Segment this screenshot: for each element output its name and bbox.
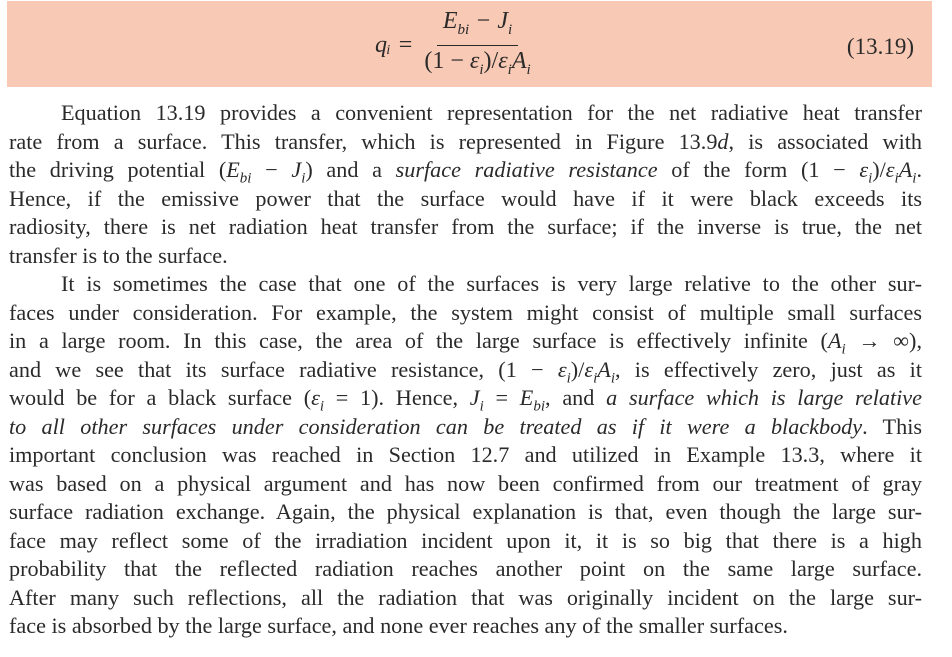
- text-run: to all other surfaces under consideration can be treated as if it were a blackbody: [9, 413, 863, 439]
- equation-13-19: [375, 7, 537, 78]
- text-run: ) and a: [305, 157, 396, 182]
- text-run: Equation 13.19 provides a convenient representation for the net radiative heat transfer: [61, 100, 922, 125]
- equation-lhs: qᵢ: [375, 31, 391, 58]
- text-line: [9, 384, 922, 413]
- text-run: face is absorbed by the large surface, and none ever reaches any of the smaller surfaces.: [9, 613, 788, 638]
- text-run: d: [717, 128, 729, 154]
- subscript: i: [479, 398, 484, 415]
- text-line: [9, 584, 922, 613]
- text-run: J: [469, 385, 480, 410]
- subscript: bi: [533, 398, 546, 415]
- text-run: A: [597, 356, 611, 382]
- equation-fraction: [418, 8, 536, 83]
- equation-number: (13.19): [846, 34, 914, 59]
- text-run: )/: [570, 356, 585, 382]
- text-run: a surface which is large relative: [606, 385, 922, 410]
- equation-equals: =: [398, 31, 413, 58]
- text-run: ε: [584, 356, 594, 382]
- text-run: of the form (1 −: [657, 157, 860, 182]
- text-run: A: [827, 328, 842, 353]
- subscript: i: [566, 369, 571, 386]
- equation-denominator: $(1 - \varepsilon_i)/\varepsilon_iA_i$: [424, 47, 531, 78]
- text-line: [9, 99, 922, 128]
- text-line: [9, 356, 922, 385]
- subscript: i: [301, 170, 306, 187]
- text-line: [9, 242, 922, 271]
- text-run: in a large room. In this case, the area of the large surface is effectively infinite (: [9, 328, 828, 353]
- text-run: =: [483, 385, 520, 410]
- text-run: , and: [545, 385, 607, 410]
- subscript: i: [912, 170, 917, 187]
- text-line: [9, 441, 922, 470]
- subscript: i: [841, 341, 846, 358]
- text-run: was based on a physical argument and has now been confirmed from our treatment of gray: [9, 470, 922, 496]
- text-run: Hence, if the emissive power that the surface would have if it were black exceeds its: [9, 185, 922, 211]
- text-run: transfer is to the surface.: [9, 242, 228, 268]
- text-run: J: [291, 157, 302, 182]
- subscript: i: [610, 369, 615, 386]
- text-run: A: [898, 157, 913, 182]
- text-run: surface radiative resistance: [395, 157, 658, 182]
- text-run: E: [519, 385, 534, 410]
- text-line: [9, 128, 922, 157]
- text-run: )/: [872, 157, 886, 182]
- text-line: [9, 527, 922, 556]
- equation-box: [7, 1, 932, 87]
- text-run: the driving potential (: [9, 157, 227, 182]
- text-run: After many such reflections, all the radiation that was originally incident on the large sur-: [9, 584, 922, 610]
- text-run: ε: [859, 157, 869, 182]
- text-run: surface radiation exchange. Again, the physical explanation is that, even though the large sur-: [9, 499, 922, 524]
- equation-numerator: $E_{bi} - J_i$: [437, 8, 518, 46]
- subscript: i: [319, 398, 325, 415]
- text-run: important conclusion was reached in Section 12.7 and utilized in Example 13.3, where it: [9, 442, 922, 467]
- text-run: faces under consideration. For example, the system might consist of multiple small surfaces: [9, 299, 922, 325]
- text-run: .: [916, 157, 922, 182]
- text-run: , is associated with: [728, 128, 922, 154]
- text-line: [9, 612, 922, 641]
- text-run: = 1). Hence,: [324, 385, 470, 410]
- text-line: [9, 270, 922, 299]
- text-line: [9, 470, 922, 499]
- text-run: It is sometimes the case that one of the surfaces is very large relative to the other sur-: [61, 271, 922, 296]
- text-line: [9, 213, 922, 242]
- text-run: ε: [557, 356, 567, 382]
- text-run: −: [251, 157, 292, 182]
- text-line: [9, 185, 922, 214]
- text-run: would be for a black surface (: [9, 385, 312, 410]
- text-run: ε: [311, 385, 320, 410]
- text-run: → ∞),: [845, 328, 922, 353]
- subscript: i: [894, 170, 899, 187]
- text-run: ε: [885, 157, 895, 182]
- text-run: radiosity, there is net radiation heat transfer from the surface; if the inverse is true, the net: [9, 214, 922, 239]
- paragraph: [9, 99, 922, 270]
- text-line: [9, 327, 922, 356]
- paragraph: [9, 270, 922, 641]
- subscript: i: [593, 369, 598, 386]
- text-run: , is effectively zero, just as it: [614, 356, 922, 382]
- text-line: [9, 299, 922, 328]
- text-run: E: [226, 157, 240, 182]
- text-run: rate from a surface. This transfer, which is represented in Figure 13.9: [9, 128, 718, 154]
- text-line: [9, 555, 922, 584]
- text-line: [9, 156, 922, 185]
- text-run: . This: [862, 413, 922, 439]
- text-line: [9, 413, 922, 442]
- body-text: [9, 99, 922, 641]
- text-run: and we see that its surface radiative resistance, (1 −: [9, 356, 558, 382]
- text-run: face may reflect some of the irradiation incident upon it, it is so big that there is a high: [9, 527, 922, 553]
- subscript: i: [868, 170, 873, 187]
- text-run: probability that the reflected radiation reaches another point on the same large surface.: [9, 556, 922, 581]
- subscript: bi: [239, 170, 252, 187]
- text-line: [9, 498, 922, 527]
